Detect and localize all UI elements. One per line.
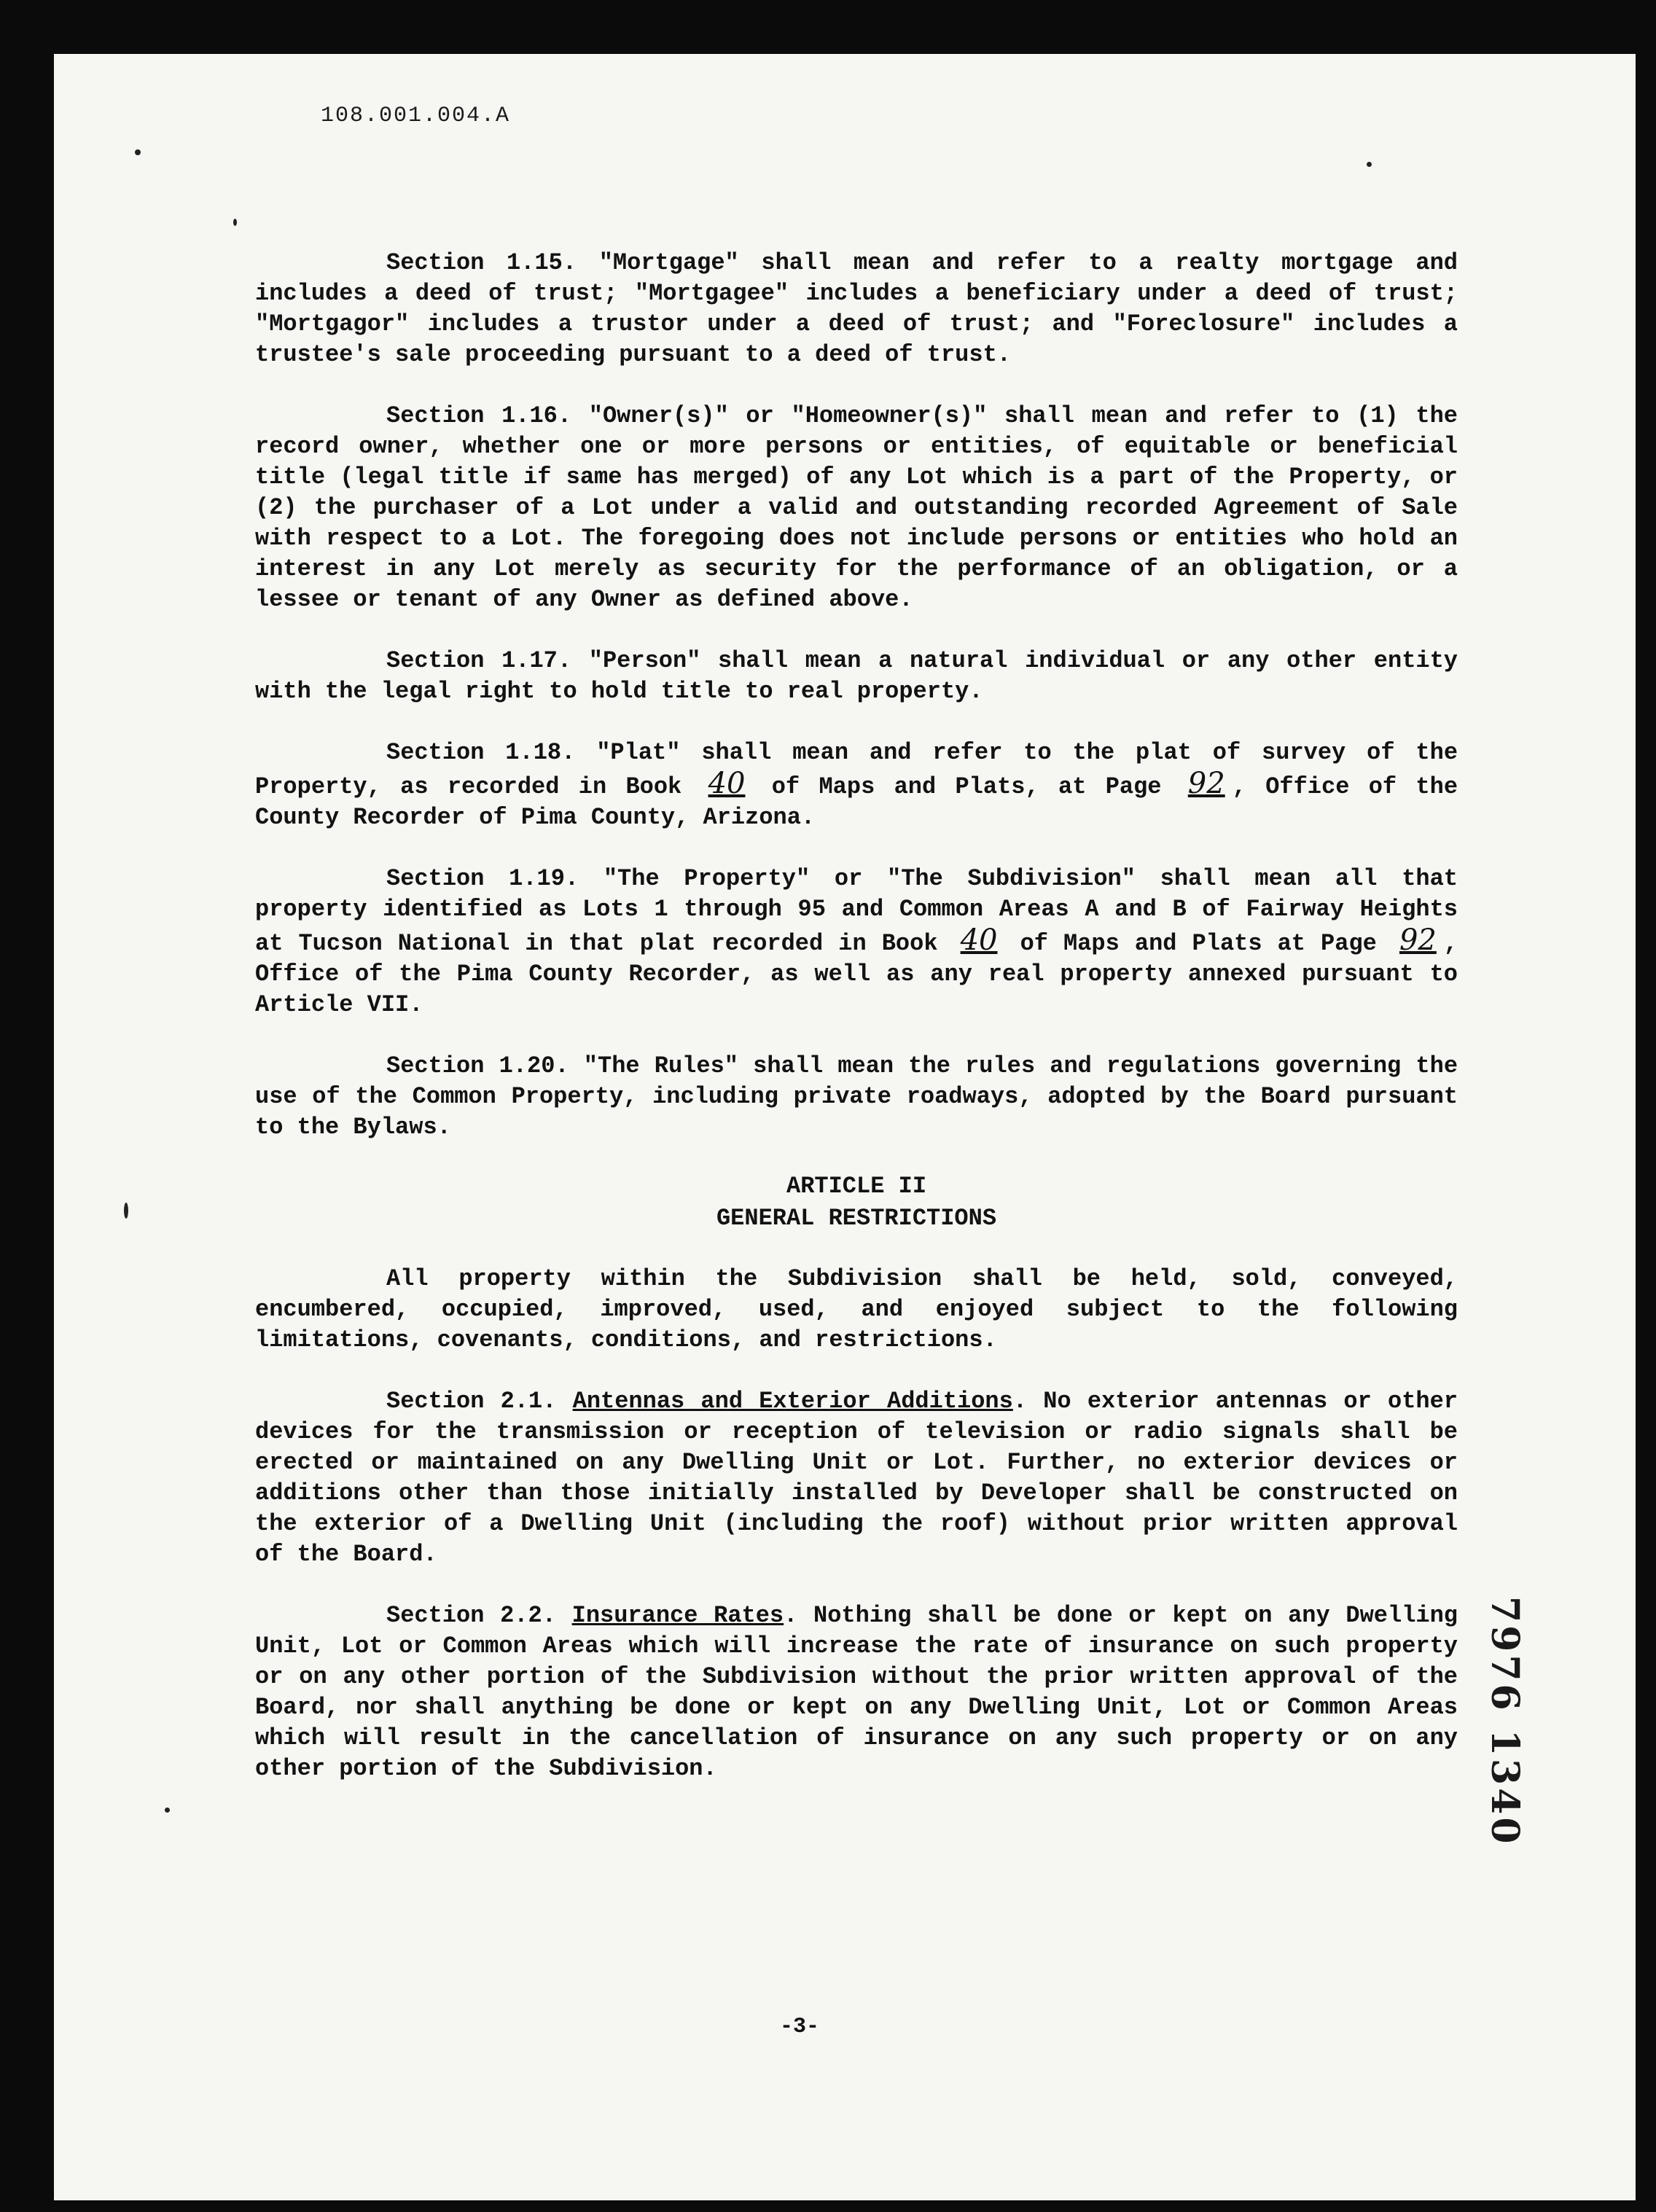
section-heading: Section 1.15. bbox=[386, 249, 577, 276]
scan-speck bbox=[1367, 162, 1372, 167]
article-heading bbox=[255, 1171, 1458, 1235]
recording-stamp: 7976 1340 bbox=[1483, 1596, 1527, 1847]
document-id: 108.001.004.A bbox=[321, 103, 511, 128]
section-1-19 bbox=[255, 864, 1458, 1020]
section-text: "Owner(s)" or "Homeowner(s)" shall mean and refer to (1) the record owner, whether one or more persons or entities, of equitable or beneficial title (legal title if same has merged) of any Lot which is a part of the Property, or (2) the purchaser of a Lot under a valid and outstanding recorded Agreement of Sale with respect to a Lot. The foregoing does not include persons or entities who hold an interest in any Lot merely as security for the performance of an obligation, or a lessee or tenant of any Owner as defined above. bbox=[255, 402, 1458, 613]
section-text: "The Property" or "The Subdivision" shall mean all that property identified as Lots 1 through 95 and Common Areas A and B of Fairway Heights at Tucson National in that plat recorded in Book bbox=[255, 865, 1458, 957]
article-intro: All property within the Subdivision shall be held, sold, conveyed, encumbered, occupied, improved, used, and enjoyed subject to the following limitations, covenants, conditions, and restrictions. bbox=[255, 1265, 1458, 1353]
handwritten-page-number: 92 bbox=[1399, 923, 1437, 957]
document-body bbox=[255, 248, 1458, 1815]
section-heading: Section 2.2. bbox=[386, 1602, 556, 1629]
scan-speck bbox=[233, 219, 237, 226]
section-2-2 bbox=[255, 1601, 1458, 1784]
article-title: GENERAL RESTRICTIONS bbox=[716, 1205, 997, 1232]
section-text: . No exterior antennas or other devices for the transmission or reception of television or radio signals shall be erected or maintained on any Dwelling Unit or Lot. Further, no exterior devices or additions other than those initially installed by Developer shall be constructed on the exterior of a Dwelling Unit (including the roof) without prior written approval of the Board. bbox=[255, 1388, 1458, 1568]
section-heading: Section 1.19. bbox=[386, 865, 579, 892]
section-1-17 bbox=[255, 646, 1458, 707]
section-title: Insurance Rates bbox=[571, 1602, 784, 1629]
section-text: of Maps and Plats at Page bbox=[1020, 930, 1377, 957]
section-title: Antennas and Exterior Additions bbox=[572, 1388, 1013, 1415]
section-text: "Person" shall mean a natural individual or any other entity with the legal right to hold title to real property. bbox=[255, 647, 1458, 705]
section-1-16 bbox=[255, 401, 1458, 615]
section-heading: Section 1.18. bbox=[386, 739, 576, 766]
section-text: "The Rules" shall mean the rules and regulations governing the use of the Common Property, including private roadways, adopted by the Board pursuant to the Bylaws. bbox=[255, 1052, 1458, 1141]
section-text: of Maps and Plats, at Page bbox=[771, 773, 1162, 800]
page-number: -3- bbox=[780, 2014, 820, 2039]
section-1-15 bbox=[255, 248, 1458, 370]
section-text: . Nothing shall be done or kept on any Dwelling Unit, Lot or Common Areas which will increase the rate of insurance on such property or on any other portion of the Subdivision without the prior written approval of the Board, nor shall anything be done or kept on any Dwelling Unit, Lot or Common Areas which will result in the cancellation of insurance on any such property or on any other portion of the Subdivision. bbox=[255, 1602, 1458, 1782]
section-heading: Section 1.16. bbox=[386, 402, 572, 429]
scan-speck bbox=[165, 1807, 170, 1813]
handwritten-book-number: 40 bbox=[960, 923, 998, 957]
section-text: , Office of the Pima County Recorder, as well as any real property annexed pursuant to Article VII. bbox=[255, 930, 1458, 1018]
section-1-20 bbox=[255, 1051, 1458, 1143]
section-1-18 bbox=[255, 738, 1458, 833]
scan-speck bbox=[124, 1203, 128, 1219]
section-text: "Mortgage" shall mean and refer to a realty mortgage and includes a deed of trust; "Mortgagee" includes a beneficiary under a deed of trust; "Mortgagor" includes a trustor under a deed of trust; and "Foreclosure" includes a trustee's sale proceeding pursuant to a deed of trust. bbox=[255, 249, 1458, 368]
handwritten-book-number: 40 bbox=[708, 767, 746, 800]
section-text: , Office of the County Recorder of Pima County, Arizona. bbox=[255, 773, 1458, 831]
article-number: ARTICLE II bbox=[786, 1173, 927, 1200]
section-text: "Plat" shall mean and refer to the plat of survey of the Property, as recorded in Book bbox=[255, 739, 1458, 800]
section-heading: Section 1.17. bbox=[386, 647, 572, 674]
section-heading: Section 2.1. bbox=[386, 1388, 557, 1415]
scan-speck bbox=[135, 149, 141, 155]
section-heading: Section 1.20. bbox=[386, 1052, 569, 1079]
section-2-1 bbox=[255, 1386, 1458, 1570]
handwritten-page-number: 92 bbox=[1187, 767, 1225, 800]
